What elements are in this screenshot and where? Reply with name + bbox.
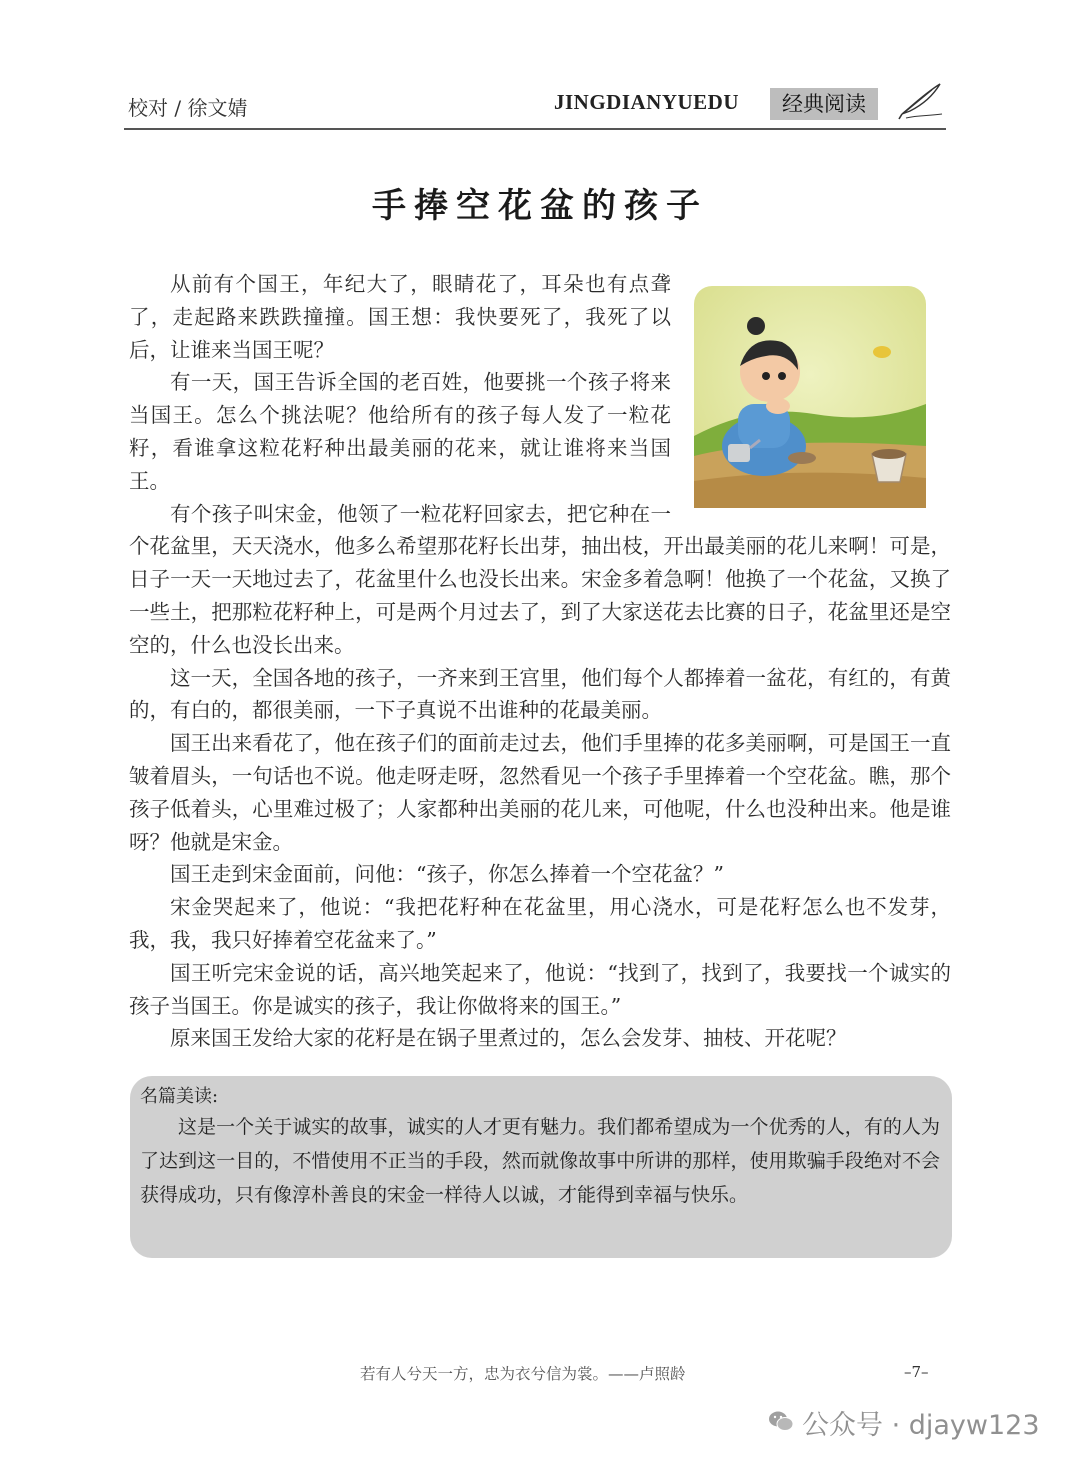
paragraph-4: 这一天，全国各地的孩子，一齐来到王宫里，他们每个人都捧着一盆花，有红的，有黄的，有白的，都很美丽，一下子真说不出谁种的花最美丽。 [129, 665, 951, 723]
paragraph-6: 国王走到宋金面前，问他：“孩子，你怎么捧着一个空花盆？” [170, 862, 724, 887]
brand-pinyin: JINGDIANYUEDU [554, 90, 740, 114]
quill-pen-icon [898, 80, 944, 120]
article-title: 手捧空花盆的孩子 [372, 186, 708, 226]
paragraph-1: 从前有个国王，年纪大了，眼睛花了，耳朵也有点聋了，走起路来跌跌撞撞。国王想：我快要死了，我死了以后，让谁来当国王呢？ [129, 272, 671, 362]
proofreader-credit: 校对 / 徐文婧 [128, 96, 248, 120]
wechat-watermark [768, 1402, 1058, 1442]
commentary-label: 名篇美读: [140, 1086, 219, 1107]
page-number: –7– [904, 1363, 929, 1381]
commentary-text: 这是一个关于诚实的故事，诚实的人才更有魅力。我们都希望成为一个优秀的人，有的人为了达到这一目的，不惜使用不正当的手段，然而就像故事中所讲的那样，使用欺骗手段绝对不会获得成功，只有像淳朴善良的宋金一样待人以诚，才能得到幸福与快乐。 [140, 1116, 940, 1206]
paragraph-5: 国王出来看花了，他在孩子们的面前走过去，他们手里捧的花多美丽啊，可是国王一直皱着眉头，一句话也不说。他走呀走呀，忽然看见一个孩子手里捧着一个空花盆。瞧，那个孩子低着头，心里难过极了；人家都种出美丽的花儿来，可他呢，什么也没种出来。他是谁呀？他就是宋金。 [129, 731, 951, 854]
page-header [124, 78, 946, 130]
paragraph-7: 宋金哭起来了，他说：“我把花籽种在花盆里，用心浇水，可是花籽怎么也不发芽，我，我，我只好捧着空花盆来了。” [129, 895, 951, 952]
wechat-icon [768, 1410, 794, 1432]
watermark-text: 公众号 · djayw123 [802, 1410, 1040, 1441]
illustration-space [671, 268, 951, 522]
footer-motto: 若有人兮天一方，忠为衣兮信为裳。——卢照龄 [360, 1365, 686, 1383]
paragraph-2: 有一天，国王告诉全国的老百姓，他要挑一个孩子将来当国王。怎么个挑法呢？他给所有的孩子每人发了一粒花籽，看谁拿这粒花籽种出最美丽的花来，就让谁将来当国王。 [129, 370, 671, 493]
paragraph-8: 国王听完宋金说的话，高兴地笑起来了，他说：“找到了，找到了，我要找一个诚实的孩子当国王。你是诚实的孩子，我让你做将来的国王。” [129, 960, 951, 1018]
paragraph-9: 原来国王发给大家的花籽是在锅子里煮过的，怎么会发芽、抽枝、开花呢？ [170, 1026, 847, 1051]
paragraph-3: 有个孩子叫宋金，他领了一粒花籽回家去，把它种在一个花盆里，天天浇水，他多么希望那花籽长出芽，抽出枝，开出最美丽的花儿来啊！可是，日子一天一天地过去了，花盆里什么也没长出来。宋金多着急啊！他换了一个花盆，又换了一些土，把那粒花籽种上，可是两个月过去了，到了大家送花去比赛的日子，花盆里还是空空的，什么也没长出来。 [129, 501, 951, 657]
commentary-box [130, 1076, 952, 1258]
brand-chinese-label: 经典阅读 [770, 88, 878, 120]
article-body [129, 268, 951, 1055]
